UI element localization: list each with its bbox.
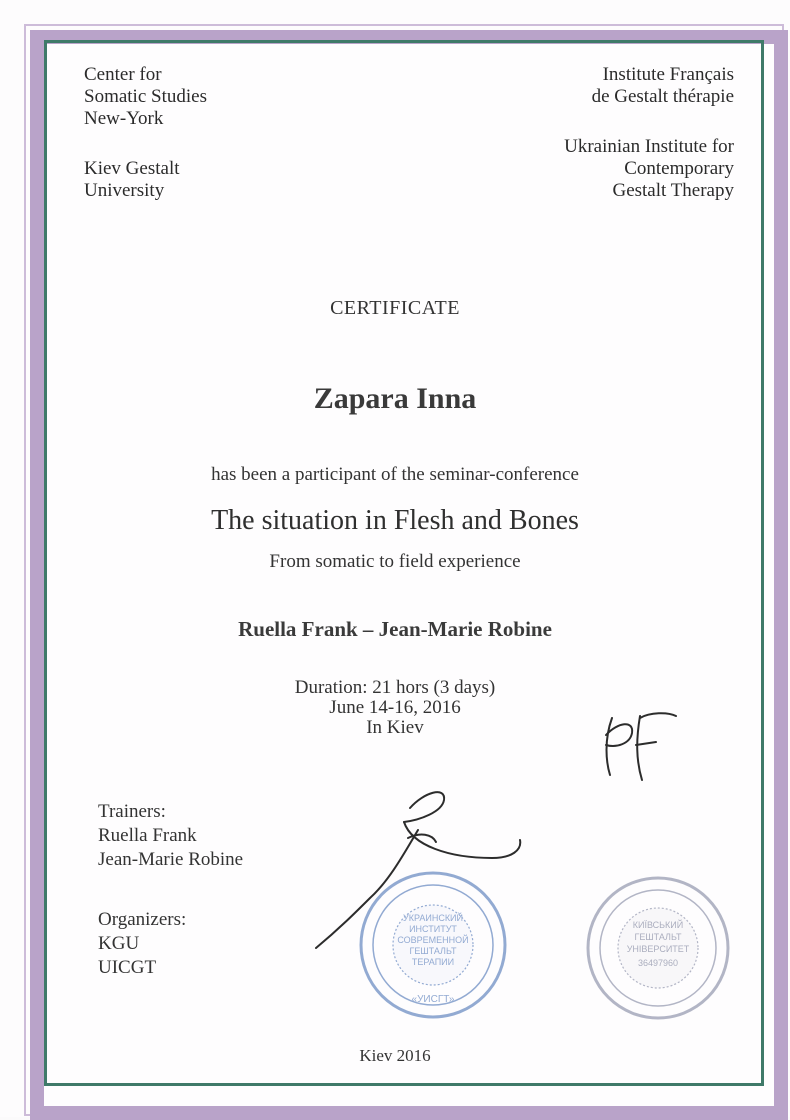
org-line: de Gestalt thérapie xyxy=(591,86,734,107)
stamp-text: «УИСГТ» xyxy=(411,994,455,1005)
stamp-text: ГЕШТАЛЬТ xyxy=(409,946,457,956)
duration: Duration: 21 hors (3 days) xyxy=(294,677,496,698)
seminar-title: The situation in Flesh and Bones xyxy=(211,505,579,536)
trainer-name: Ruella Frank xyxy=(98,825,197,846)
place-year: Kiev 2016 xyxy=(359,1046,431,1065)
stamp-text: СОВРЕМЕННОЙ xyxy=(397,935,469,945)
organizer-name: UICGT xyxy=(98,957,157,978)
recipient-name: Zapara Inna xyxy=(313,382,477,415)
org-line: Contemporary xyxy=(624,158,734,179)
stamp-kgu xyxy=(588,878,728,1018)
stamp-text: ГЕШТАЛЬТ xyxy=(634,932,682,942)
presenters: Ruella Frank – Jean-Marie Robine xyxy=(238,617,552,641)
stamp-text: 36497960 xyxy=(637,958,679,968)
org-line: Institute Français xyxy=(602,64,734,85)
org-line: New-York xyxy=(84,108,164,129)
location: In Kiev xyxy=(366,717,424,738)
signature-right xyxy=(606,713,676,780)
stamp-text: ИНСТИТУТ xyxy=(409,924,457,934)
org-line: Ukrainian Institute for xyxy=(564,136,734,157)
certificate-title: CERTIFICATE xyxy=(330,297,460,319)
organizers-heading: Organizers: xyxy=(98,909,187,930)
trainer-name: Jean-Marie Robine xyxy=(98,849,244,870)
dates: June 14-16, 2016 xyxy=(329,697,461,718)
stamp-text: КИЇВСЬКИЙ xyxy=(632,920,684,930)
trainers-heading: Trainers: xyxy=(98,801,166,822)
participation-statement: has been a participant of the seminar-conference xyxy=(211,464,579,485)
org-line: Kiev Gestalt xyxy=(84,158,180,179)
seminar-subtitle: From somatic to field experience xyxy=(269,551,521,572)
org-line: Gestalt Therapy xyxy=(612,180,734,201)
org-line: University xyxy=(84,180,165,201)
org-line: Center for xyxy=(84,64,162,85)
stamp-text: УНІВЕРСИТЕТ xyxy=(626,944,690,954)
stamp-text: УКРАИНСКИЙ xyxy=(402,913,464,923)
org-line: Somatic Studies xyxy=(84,86,207,107)
organizer-name: KGU xyxy=(98,933,140,954)
stamp-uicgt xyxy=(361,873,505,1017)
stamp-text: ТЕРАПИИ xyxy=(411,957,455,967)
